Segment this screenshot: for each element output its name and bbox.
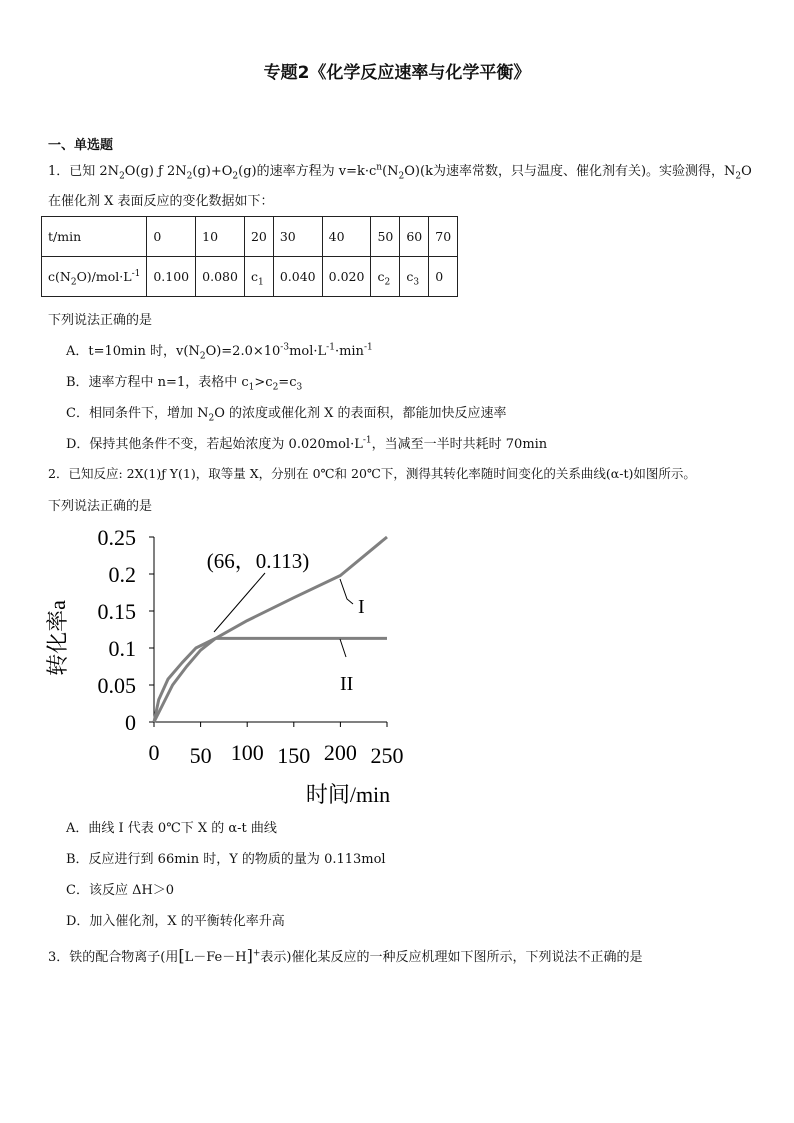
q1-prompt: 下列说法正确的是	[48, 313, 153, 328]
q1-option-d: D．保持其他条件不变，若起始浓度为 $0.020mol\cdot L^{-1}$，当减至一半时共耗时 70min	[66, 435, 548, 452]
y-axis-label: 转化率a	[45, 600, 70, 676]
q2-option-d: D．加入催化剂，X 的平衡转化率升高	[66, 914, 285, 929]
section-heading: 一、单选题	[48, 138, 114, 153]
table-cell: 50	[371, 217, 400, 257]
table-cell: $c_2$	[371, 257, 400, 297]
point-annotation: (66，0.113)	[206, 549, 310, 573]
table-cell: 10	[196, 217, 245, 257]
table-cell: 0.080	[196, 257, 245, 297]
table-cell: $c_1$	[244, 257, 273, 297]
x-tick-label: 250	[370, 743, 404, 768]
y-tick-label: 0.2	[108, 562, 136, 587]
q2-prompt: 下列说法正确的是	[48, 499, 153, 514]
q1-option-b: B．速率方程中 n=1，表格中 $c_1>c_2=c_3$	[66, 375, 303, 393]
page-title: 专题2《化学反应速率与化学平衡》	[263, 63, 531, 83]
table-cell: 60	[400, 217, 429, 257]
table-cell: 20	[244, 217, 273, 257]
conversion-time-chart	[40, 515, 420, 810]
y-tick-label: 0.05	[97, 673, 136, 698]
label-II-leader	[340, 639, 346, 657]
table-cell: 0.100	[147, 257, 196, 297]
table-cell: t/min	[42, 217, 147, 257]
x-axis-label: 时间/min	[305, 782, 391, 807]
q1-stem-line2: 在催化剂 X 表面反应的变化数据如下：	[48, 194, 274, 209]
y-tick-label: 0.1	[108, 636, 136, 661]
y-tick-label: 0.15	[97, 599, 136, 624]
table-cell: 30	[273, 217, 322, 257]
table-cell: 70	[429, 217, 458, 257]
x-tick-label: 0	[148, 740, 160, 765]
series-label-I: I	[358, 596, 365, 618]
y-tick-label: 0	[125, 710, 136, 735]
x-tick-label: 150	[277, 743, 311, 768]
table-row	[42, 217, 458, 257]
q1-data-table	[41, 216, 458, 297]
table-cell: 0	[147, 217, 196, 257]
x-tick-label: 50	[189, 743, 212, 768]
q1-option-a: A．t=10min 时，$v(N_2O)=2.0\times 10^{-3}mol\cdot L^{-1}\cdot\min^{-1}$	[66, 342, 373, 362]
q2-option-a: A．曲线 I 代表 0℃下 X 的 α-t 曲线	[66, 821, 277, 836]
table-cell: 0	[429, 257, 458, 297]
label-I-leader	[340, 579, 353, 604]
y-tick-label: 0.25	[97, 525, 136, 550]
table-cell: 0.020	[322, 257, 371, 297]
x-tick-label: 200	[323, 740, 357, 765]
table-cell: 40	[322, 217, 371, 257]
x-tick-label: 100	[230, 740, 264, 765]
table-row	[42, 257, 458, 297]
annotation-leader-line	[214, 573, 265, 632]
table-cell: $c_3$	[400, 257, 429, 297]
table-cell: 0.040	[273, 257, 322, 297]
q1-option-c: C．相同条件下，增加 $N_2O$ 的浓度或催化剂 X 的表面积，都能加快反应速率	[66, 406, 507, 424]
series-label-II: II	[340, 673, 354, 695]
q3-stem: 3．铁的配合物离子(用[L－Fe－H]+表示)催化某反应的一种反应机理如下图所示，下列说法不正确的是	[48, 946, 643, 965]
q1-stem-line1: 1．已知 $2N_2O(g)$ ƒ $2N_2(g)+O_2(g)$的速率方程为 $v=k\cdot c^n(N_2O)(k$为速率常数，只与温度、催化剂有关)。实验测得，$N_2O$	[48, 162, 752, 182]
q2-option-b: B．反应进行到 66min 时，Y 的物质的量为 0.113mol	[66, 852, 386, 867]
q2-stem-line1: 2．已知反应: 2X(1)ƒ Y(1)，取等量 X，分别在 0℃和 20℃下，测得其转化率随时间变化的关系曲线(α-t)如图所示。	[48, 466, 696, 481]
q2-option-c: C．该反应 ΔH＞0	[66, 883, 175, 898]
table-cell: $c(N_2O)/mol\cdot L^{-1}$	[42, 257, 147, 297]
